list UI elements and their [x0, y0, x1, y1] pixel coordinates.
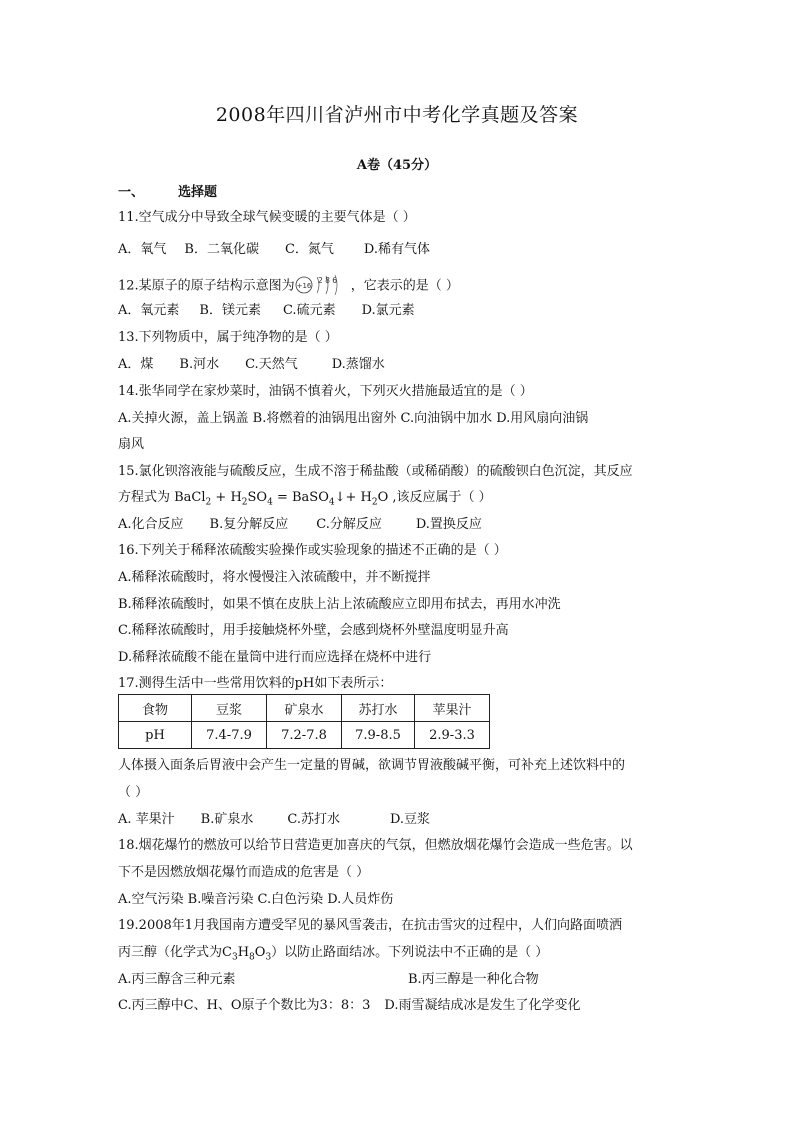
q11-options [118, 241, 430, 259]
q19-options-row1 [118, 971, 539, 989]
q15-eq-sub: 2 [241, 497, 248, 508]
q18-stem-cont: 下不是因燃放烟花爆竹而造成的危害是（ ） [118, 865, 370, 880]
table-cell: 7.9-8.5 [342, 722, 415, 749]
q15-eq-part: ↓+ H [334, 490, 372, 505]
q13-option-a: A．煤 [118, 357, 154, 372]
q13-option-c: C.天然气 [245, 357, 298, 372]
table-header-cell: 苏打水 [342, 695, 415, 722]
table-cell: 7.4-7.9 [192, 722, 267, 749]
q15-options [118, 516, 482, 534]
q11-stem: 11.空气成分中导致全球气候变暖的主要气体是（ ） [118, 210, 416, 225]
q12-stem-a: 12.某原子的原子结构示意图为 [118, 278, 295, 294]
q19-part: O [254, 945, 266, 960]
q19-option-a: A.丙三醇含三种元素 [118, 972, 236, 987]
table-header-cell: 矿泉水 [267, 695, 342, 722]
q19-option-d: D.雨雪凝结成冰是发生了化学变化 [384, 998, 581, 1013]
q16-option-b: B.稀释浓硫酸时，如果不慎在皮肤上沾上浓硫酸应立即用布拭去，再用水冲洗 [118, 597, 561, 612]
q15-eq-part: 方程式为 BaCl [118, 490, 206, 505]
table-header-cell: 豆浆 [192, 695, 267, 722]
table-row [119, 722, 490, 749]
table-header-cell: 苹果汁 [415, 695, 490, 722]
q15-stem: 15.氯化钡溶液能与硫酸反应，生成不溶于稀盐酸（或稀硝酸）的硫酸钡白色沉淀，其反应 [118, 464, 633, 479]
q15-option-b: B.复分解反应 [209, 517, 289, 532]
q13-option-d: D.蒸馏水 [331, 357, 385, 372]
q17-option-d: D.豆浆 [389, 812, 431, 827]
q16-option-a: A.稀释浓硫酸时，将水慢慢注入浓硫酸中，并不断搅拌 [118, 570, 431, 585]
q11-option-a: A．氧气 [118, 242, 167, 257]
q14-options-cont: 扇风 [118, 437, 145, 452]
q16-option-c: C.稀释浓硫酸时，用手接触烧杯外壁，会感到烧杯外壁温度明显升高 [118, 623, 509, 638]
q16-option-d: D.稀释浓硫酸不能在量筒中进行而应选择在烧杯中进行 [118, 650, 432, 665]
q19-part: H [237, 945, 250, 960]
q17-option-b: B.矿泉水 [200, 812, 254, 827]
q11-option-b: B．二氧化碳 [184, 242, 259, 257]
q19-sub: 8 [249, 952, 255, 963]
q15-eq-part: = BaSO [272, 490, 329, 505]
table-header-cell: 食物 [119, 695, 192, 722]
q15-eq-sub: 4 [328, 497, 335, 508]
q15-eq-sub: 2 [205, 497, 212, 508]
q11-option-d: D.稀有气体 [363, 242, 430, 257]
q13-option-b: B.河水 [179, 357, 220, 372]
q12-option-b: B．镁元素 [199, 303, 261, 318]
q13-options [118, 356, 385, 374]
part-label: 选择题 [178, 185, 218, 200]
ph-table [118, 694, 490, 749]
q17-stem: 17.测得生活中一些常用饮料的pH如下表所示： [118, 676, 393, 691]
q12-stem-b: ，它表示的是（ ） [350, 278, 459, 294]
q18-stem: 18.烟花爆竹的燃放可以给节日营造更加喜庆的气氛，但燃放烟花爆竹会造成一些危害。以 [118, 838, 633, 853]
atom-shells-label: 2 8 6 [317, 276, 337, 285]
q18-options: A.空气污染 B.噪音污染 C.白色污染 D.人员炸伤 [118, 892, 394, 907]
q14-stem: 14.张华同学在家炒菜时，油锅不慎着火，下列灭火措施最适宜的是（ ） [118, 384, 533, 399]
q15-option-c: C.分解反应 [316, 517, 382, 532]
part-number: 一、 [118, 185, 145, 200]
q19-part: ）以防止路面结冰。下列说法中不正确的是（ ） [271, 945, 549, 960]
q11-option-c: C．氮气 [284, 242, 334, 257]
section-heading: A卷（45分） [356, 158, 438, 173]
q19-options-row2 [118, 997, 580, 1015]
q12-stem [118, 273, 459, 299]
q15-eq-part: O ,该反应属于（ ） [377, 490, 492, 505]
part-heading [118, 184, 217, 202]
q12-option-c: C.硫元素 [282, 303, 336, 318]
q17-option-a: A. 苹果汁 [118, 812, 175, 827]
q15-option-a: A.化合反应 [118, 517, 184, 532]
q19-option-c: C.丙三醇中C、H、O原子个数比为3：8：3 [118, 998, 371, 1013]
q16-stem: 16.下列关于稀释浓硫酸实验操作或实验现象的描述不正确的是（ ） [118, 543, 507, 558]
q15-equation [118, 489, 492, 512]
q19-part: 丙三醇（化学式为C [118, 945, 232, 960]
atom-structure-diagram [295, 273, 351, 299]
page-title: 2008年四川省泸州市中考化学真题及答案 [215, 104, 579, 126]
q15-eq-part: SO [247, 490, 268, 505]
q19-option-b: B.丙三醇是一种化合物 [408, 972, 539, 987]
q19-sub: 3 [265, 952, 272, 963]
q15-option-d: D.置换反应 [415, 517, 482, 532]
q15-eq-sub: 2 [371, 497, 378, 508]
q12-options [118, 302, 415, 320]
q14-options: A.关掉火源，盖上锅盖 B.将燃着的油锅甩出窗外 C.向油锅中加水 D.用风扇向油锅 [118, 411, 589, 426]
atom-diagram-svg [295, 273, 351, 299]
table-cell: pH [119, 722, 192, 749]
q12-option-d: D.氯元素 [361, 303, 415, 318]
atom-nucleus-label: +16 [296, 282, 312, 290]
table-cell: 2.9-3.3 [415, 722, 490, 749]
q19-stem: 19.2008年1月我国南方遭受罕见的暴风雪袭击，在抗击雪灾的过程中，人们向路面喷洒 [118, 918, 623, 933]
q19-stem-cont [118, 944, 548, 967]
q19-sub: 3 [231, 952, 238, 963]
q15-eq-sub: 4 [267, 497, 273, 508]
q17-options [118, 811, 430, 829]
q12-option-a: A．氧元素 [118, 303, 180, 318]
q13-stem: 13.下列物质中，属于纯净物的是（ ） [118, 330, 338, 345]
q17-option-c: C.苏打水 [287, 812, 340, 827]
table-row [119, 695, 490, 722]
q17-after: 人体摄入面条后胃液中会产生一定量的胃碱，欲调节胃液酸碱平衡，可补充上述饮料中的 [118, 758, 626, 773]
table-cell: 7.2-7.8 [267, 722, 342, 749]
q15-eq-part: + H [211, 490, 242, 505]
q17-paren: （ ） [118, 785, 149, 800]
